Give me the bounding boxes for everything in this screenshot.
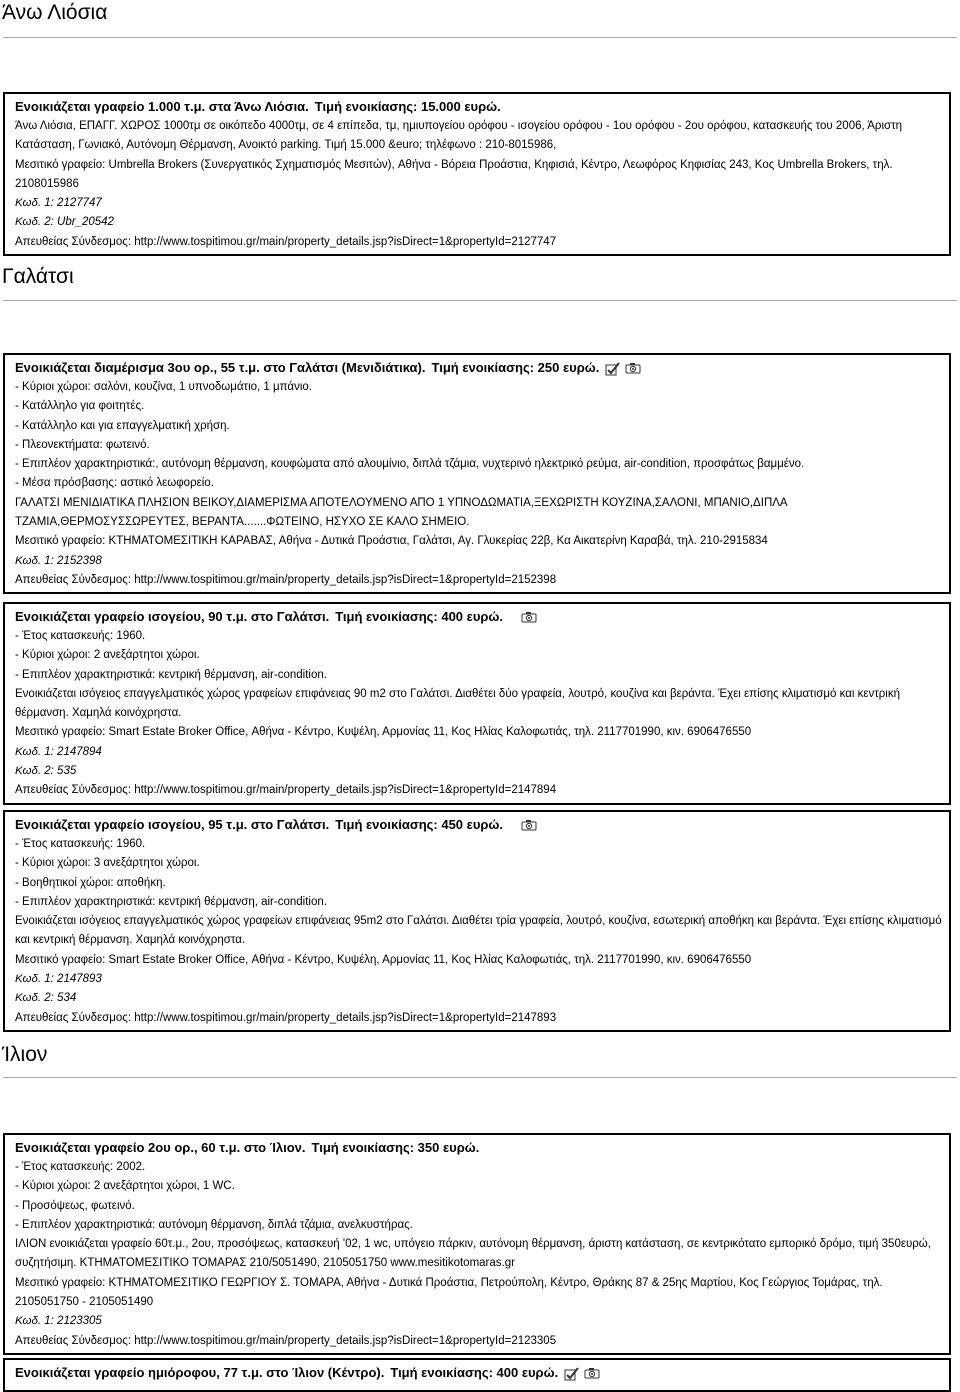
listing-price: Τιμή ενοικίασης: 450 ευρώ. — [335, 817, 504, 832]
listing-card — [3, 602, 951, 805]
listing-broker: Μεσιτικό γραφείο: Smart Estate Broker Office, Αθήνα - Κέντρο, Κυψέλη, Αρμονίας 11, Κος Ηλίας Καλοφωτιάς, τηλ. 2117701990, κιν. 6906476550 — [15, 953, 752, 966]
listing-title: Ενοικιάζεται γραφείο ισογείου, 90 τ.μ. στο Γαλάτσι. — [15, 609, 330, 624]
listing-code: Κωδ. 1: 2127747 — [15, 197, 102, 210]
listing-feature: - Προσόψεως, φωτεινό. — [15, 1199, 135, 1212]
listing-description: Ενοικιάζεται ισόγειος επαγγελματικός χώρος γραφείων επιφάνειας 95m2 στο Γαλάτσι. Διαθέτει τρία γραφεία, λουτρό, κουζίνα, εσωτερική αποθήκη και βεράντα. Έχει επίσης κλιματισμό και κεντρική θέρμανση. Χαμηλά κοινόχρηστα. — [15, 915, 942, 947]
section-divider — [3, 37, 957, 38]
listing-feature: - Κατάλληλο και για επαγγελματική χρήση. — [15, 419, 230, 432]
listing-code: Κωδ. 2: Ubr_20542 — [15, 216, 114, 229]
listing-headline[interactable] — [15, 358, 949, 378]
listing-feature: - Έτος κατασκευής: 2002. — [15, 1161, 146, 1173]
listing-card — [3, 92, 951, 256]
listing-price: Τιμή ενοικίασης: 400 ευρώ. — [335, 609, 504, 624]
checklist-icon[interactable] — [564, 1367, 578, 1379]
listing-title: Ενοικιάζεται γραφείο 1.000 τ.μ. στα Άνω Λιόσια. — [15, 99, 309, 114]
listing-code: Κωδ. 2: 535 — [15, 765, 77, 778]
listing-feature: - Επιπλέον χαρακτηριστικά:, αυτόνομη θέρμανση, κουφώματα από αλουμίνιο, διπλά τζάμια, νυχτερινό ηλεκτρικό ρεύμα, air-condition, προσφάτως βαμμένο. — [15, 458, 805, 471]
listing-direct-link[interactable]: Απευθείας Σύνδεσμος: http://www.tospitimou.gr/main/property_details.jsp?isDirect=1&propertyId=2123305 — [15, 1334, 557, 1347]
listing-headline[interactable] — [15, 1363, 949, 1383]
listing-feature: - Έτος κατασκευής: 1960. — [15, 838, 146, 850]
listing-card — [3, 1358, 951, 1392]
listing-description: ΙΛΙΟΝ ενοικιάζεται γραφείο 60τ.μ., 2ου, προσόψεως, κατασκευή '02, 1 wc, υπόγειο πάρκιν, αυτόνομη θέρμανση, άριστη κατάσταση, σε κεντρικότατο εμπορικό δρόμο, τιμή 350ευρώ, συζητήσιμη. ΚΤΗΜΑΤΟΜΕΣΙΤΙΚΟ ΤΟΜΑΡΑΣ 210/5051490, 2105051750 www.mesitikotomaras.gr — [15, 1238, 931, 1270]
listing-code: Κωδ. 1: 2147893 — [15, 973, 102, 986]
listing-direct-link[interactable]: Απευθείας Σύνδεσμος: http://www.tospitimou.gr/main/property_details.jsp?isDirect=1&propertyId=2147893 — [15, 1011, 557, 1024]
listing-headline[interactable] — [15, 607, 949, 627]
listing-feature: - Κύριοι χώροι: 2 ανεξάρτητοι χώροι. — [15, 649, 200, 662]
listing-code: Κωδ. 2: 534 — [15, 992, 77, 1005]
checklist-icon[interactable] — [605, 362, 619, 374]
listing-broker: Μεσιτικό γραφείο: Smart Estate Broker Office, Αθήνα - Κέντρο, Κυψέλη, Αρμονίας 11, Κος Ηλίας Καλοφωτιάς, τηλ. 2117701990, κιν. 6906476550 — [15, 726, 752, 739]
listing-title: Ενοικιάζεται γραφείο 2ου ορ., 60 τ.μ. στο Ίλιον. — [15, 1140, 306, 1155]
listing-price: Τιμή ενοικίασης: 400 ευρώ. — [390, 1365, 559, 1380]
camera-icon[interactable] — [584, 1367, 598, 1379]
section-title-galatsi: Γαλάτσι — [2, 265, 74, 288]
listing-feature: - Έτος κατασκευής: 1960. — [15, 630, 146, 642]
listing-feature: - Βοηθητικοί χώροι: αποθήκη. — [15, 876, 166, 889]
listing-price: Τιμή ενοικίασης: 350 ευρώ. — [311, 1140, 480, 1155]
listing-feature: - Κύριοι χώροι: 3 ανεξάρτητοι χώροι. — [15, 857, 200, 870]
listing-description: ΓΑΛΑΤΣΙ ΜΕΝΙΔΙΑΤΙΚΑ ΠΛΗΣΙΟΝ ΒΕΙΚΟΥ,ΔΙΑΜΕΡΙΣΜΑ ΑΠΟΤΕΛΟΥΜΕΝΟ ΑΠΟ 1 ΥΠΝΟΔΩΜΑΤΙΑ,ΞΕΧΩΡΙΣΤΗ ΚΟΥΖΙΝΑ,ΣΑΛΟΝΙ, ΜΠΑΝΙΟ,ΔΙΠΛΑ ΤΖΑΜΙΑ,ΘΕΡΜΟΣΥΣΣΩΡΕΥΤΕΣ, ΒΕΡΑΝΤΑ.......ΦΩΤΕΙΝΟ, ΗΣΥΧΟ ΣΕ ΚΑΛΟ ΣΗΜΕΙΟ. — [15, 496, 787, 529]
listing-description: Άνω Λιόσια, ΕΠΑΓΓ. ΧΩΡΟΣ 1000τμ σε οικόπεδο 4000τμ, σε 4 επίπεδα, τμ, ημιυπογείου ορόφου - ισογείου ορόφου - 1ου ορόφου - 2ου ορόφου, κατασκευής του 2006, Άριστη Κατάσταση, Γωνιακό, Αυτόνομη Θέρμανση, Ανοικτό parking. Τιμή 15.000 &euro; τηλέφωνο : 210-8015986, — [15, 120, 903, 152]
listing-price: Τιμή ενοικίασης: 250 ευρώ. — [431, 360, 600, 375]
listing-card — [3, 810, 951, 1032]
listing-broker: Μεσιτικό γραφείο: Umbrella Brokers (Συνεργατικός Σχηματισμός Μεσιτών), Αθήνα - Βόρεια Προάστια, Κηφισιά, Κέντρο, Λεωφόρος Κηφισίας 243, Κος Umbrella Brokers, τηλ. 2108015986 — [15, 158, 893, 190]
listing-direct-link[interactable]: Απευθείας Σύνδεσμος: http://www.tospitimou.gr/main/property_details.jsp?isDirect=1&propertyId=2152398 — [15, 573, 557, 586]
listing-broker: Μεσιτικό γραφείο: ΚΤΗΜΑΤΟΜΕΣΙΤΙΚΗ ΚΑΡΑΒΑΣ, Αθήνα - Δυτικά Προάστια, Γαλάτσι, Αγ. Γλυκερίας 22β, Κα Αικατερίνη Καραβά, τηλ. 210-2915834 — [15, 535, 768, 548]
listing-headline[interactable] — [15, 1138, 949, 1158]
listing-code: Κωδ. 1: 2123305 — [15, 1315, 102, 1328]
listing-code: Κωδ. 1: 2152398 — [15, 554, 102, 567]
camera-icon[interactable] — [625, 362, 639, 374]
listing-feature: - Κατάλληλο για φοιτητές. — [15, 400, 145, 413]
section-title-ano-liosia: Άνω Λιόσια — [2, 1, 108, 24]
listing-feature: - Κύριοι χώροι: 2 ανεξάρτητοι χώροι, 1 WC. — [15, 1180, 235, 1193]
section-title-ilion: Ίλιον — [2, 1043, 48, 1066]
listing-direct-link[interactable]: Απευθείας Σύνδεσμος: http://www.tospitimou.gr/main/property_details.jsp?isDirect=1&propertyId=2127747 — [15, 235, 557, 248]
listing-feature: - Επιπλέον χαρακτηριστικά: αυτόνομη θέρμανση, διπλά τζάμια, ανελκυστήρας. — [15, 1218, 413, 1231]
listing-feature: - Επιπλέον χαρακτηριστικά: κεντρική θέρμανση, air-condition. — [15, 895, 327, 908]
camera-icon[interactable] — [521, 611, 535, 623]
listing-description: Ενοικιάζεται ισόγειος επαγγελματικός χώρος γραφείων επιφάνειας 90 m2 στο Γαλάτσι. Διαθέτει δύο γραφεία, λουτρό, κουζίνα και βεράντα. Έχει επίσης κλιματισμό και κεντρική θέρμανση. Χαμηλά κοινόχρηστα. — [15, 687, 901, 720]
section-divider — [3, 1077, 957, 1078]
listing-feature: - Μέσα πρόσβασης: αστικό λεωφορείο. — [15, 477, 214, 490]
listing-title: Ενοικιάζεται γραφείο ημιόροφου, 77 τ.μ. στο Ίλιον (Κέντρο). — [15, 1365, 385, 1380]
listing-code: Κωδ. 1: 2147894 — [15, 745, 102, 758]
listing-headline[interactable] — [15, 97, 949, 117]
listing-card — [3, 1133, 951, 1355]
listing-price: Τιμή ενοικίασης: 15.000 ευρώ. — [314, 99, 501, 114]
listing-title: Ενοικιάζεται διαμέρισμα 3ου ορ., 55 τ.μ. στο Γαλάτσι (Μενιδιάτικα). — [15, 360, 426, 375]
listing-direct-link[interactable]: Απευθείας Σύνδεσμος: http://www.tospitimou.gr/main/property_details.jsp?isDirect=1&propertyId=2147894 — [15, 784, 557, 797]
listing-feature: - Πλεονεκτήματα: φωτεινό. — [15, 438, 150, 451]
camera-icon[interactable] — [521, 819, 535, 831]
section-divider — [3, 300, 957, 301]
listing-headline[interactable] — [15, 815, 949, 835]
listing-feature: - Επιπλέον χαρακτηριστικά: κεντρική θέρμανση, air-condition. — [15, 668, 327, 681]
listing-broker: Μεσιτικό γραφείο: ΚΤΗΜΑΤΟΜΕΣΙΤΙΚΟ ΓΕΩΡΓΙΟΥ Σ. ΤΟΜΑΡΑ, Αθήνα - Δυτικά Προάστια, Πετρούπολη, Κέντρο, Θράκης 87 & 25ης Μαρτίου, Κος Γεώργιος Τομάρας, τηλ. 2105051750 - 2105051490 — [15, 1276, 883, 1309]
listing-card — [3, 353, 951, 594]
listing-title: Ενοικιάζεται γραφείο ισογείου, 95 τ.μ. στο Γαλάτσι. — [15, 817, 330, 832]
listing-feature: - Κύριοι χώροι: σαλόνι, κουζίνα, 1 υπνοδωμάτιο, 1 μπάνιο. — [15, 381, 312, 393]
